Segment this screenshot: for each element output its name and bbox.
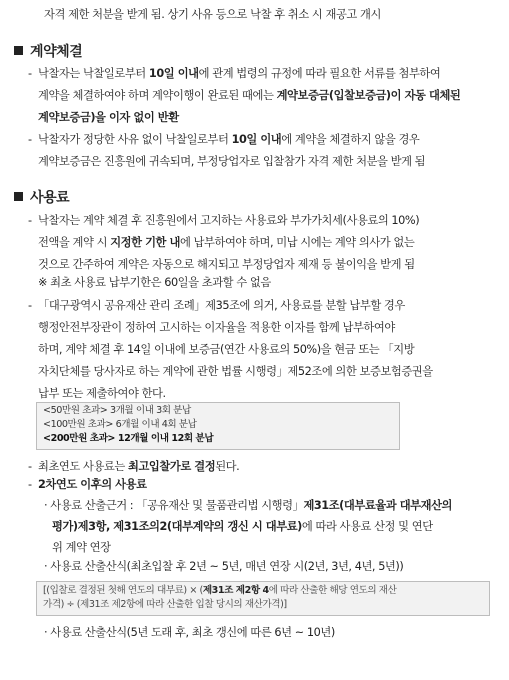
text: 에 납부하여야 하며, 미납 시에는 계약 의사가 없는: [179, 236, 415, 249]
bold-text: 제31조(대부료율과 대부재산의: [303, 499, 453, 512]
dash-bullet: -: [28, 214, 32, 227]
dash-bullet: -: [28, 133, 32, 146]
contract-p1-line1: [38, 66, 440, 82]
fee-p1-line3: 것으로 간주하여 계약은 자동으로 해지되고 부정당업자 제재 등 불이익을 받게 됨: [38, 258, 415, 271]
text: 에 관계 법령의 규정에 따라 필요한 서류를 첨부하여: [198, 67, 441, 80]
bold-text: 10일 이내: [148, 67, 199, 80]
fee-p1-line2: [38, 235, 414, 251]
section-heading-fee: [14, 189, 69, 207]
text: · 사용료 산출근거 : 「공유재산 및 물품관리법 시행령」: [44, 499, 304, 512]
section-title: 계약체결: [30, 44, 83, 60]
dash-bullet: -: [28, 299, 32, 312]
formula-box: [36, 581, 490, 616]
text: 에 따라 산출한 해당 연도의 재산: [268, 585, 397, 596]
section-heading-contract: [14, 43, 82, 61]
text: 된다.: [215, 460, 240, 473]
section-title: 사용료: [30, 190, 70, 206]
square-bullet-icon: [14, 192, 23, 201]
fee-p3: [38, 459, 239, 475]
fee-p2-line3: 하며, 계약 체결 후 14일 이내에 보증금(연간 사용료의 50%)을 현금 또는 「지방: [38, 343, 415, 356]
dash-bullet: -: [28, 460, 32, 473]
bold-text: 10일 이내: [231, 133, 282, 146]
fee-p2-line2: 행정안전부장관이 정하여 고시하는 이자율을 적용한 이자를 함께 납부하여야: [38, 321, 395, 334]
bold-text: 계약보증금(입찰보증금)이 자동 대체된: [276, 89, 461, 102]
text: 계약을 체결하여야 하며 계약이행이 완료된 때에는: [38, 89, 277, 102]
installment-line: <100만원 초과> 6개월 이내 4회 분납: [43, 419, 197, 430]
text: 최초연도 사용료는: [38, 460, 128, 473]
fee-p4-basis-line2: [52, 519, 433, 535]
fee-p1-note: ※ 최초 사용료 납부기한은 60일을 초과할 수 없음: [38, 276, 271, 289]
contract-p2-line1: [38, 132, 419, 148]
fee-p4-formula2-title: · 사용료 산출산식(5년 도래 후, 최초 갱신에 따른 6년 ~ 10년): [44, 626, 335, 639]
fee-p4-title: 2차연도 이후의 사용료: [38, 478, 147, 491]
fee-p2-line1: 「대구광역시 공유재산 관리 조례」제35조에 의거, 사용료를 분할 납부할 경우: [38, 299, 405, 312]
formula-line: [43, 584, 396, 598]
fee-p4-formula-title: · 사용료 산출산식(최초입찰 후 2년 ~ 5년, 매년 연장 시(2년, 3년, 4년, 5년)): [44, 560, 404, 573]
text: 에 따라 사용료 산정 및 연단: [301, 520, 433, 533]
bold-text: 제31조 제2항 4: [202, 585, 269, 596]
fee-p1-line1: 낙찰자는 계약 체결 후 진흥원에서 고지하는 사용료와 부가가치세(사용료의 10%): [38, 214, 420, 227]
fee-p2-line4: 자치단체를 당사자로 하는 계약에 관한 법률 시행령」제52조에 의한 보증보험증권을: [38, 365, 433, 378]
installment-line: <50만원 초과> 3개월 이내 3회 분납: [43, 405, 191, 416]
bold-text: 지정한 기한 내: [110, 236, 180, 249]
intro-line: 자격 제한 처분을 받게 됨. 상기 사유 등으로 낙찰 후 취소 시 재공고 개시: [44, 8, 381, 21]
text: 낙찰자는 낙찰일로부터: [38, 67, 149, 80]
dash-bullet: -: [28, 478, 32, 491]
installment-line: <200만원 초과> 12개월 이내 12회 분납: [43, 433, 214, 444]
dash-bullet: -: [28, 67, 32, 80]
formula-line: 가격) ÷ (제31조 제2항에 따라 산출한 입찰 당시의 재산가격)]: [43, 599, 287, 610]
square-bullet-icon: [14, 46, 23, 55]
contract-p1-line2: [38, 88, 460, 104]
text: [(입찰로 결정된 첫해 연도의 대부료) × (: [43, 585, 203, 596]
bold-text: 최고입찰가로 결정: [128, 460, 216, 473]
text: 낙찰자가 정당한 사유 없이 낙찰일로부터: [38, 133, 232, 146]
contract-p1-line3: 계약보증금)을 이자 없이 반환: [38, 111, 179, 124]
text: 전액을 계약 시: [38, 236, 111, 249]
fee-p2-line5: 납부 또는 제출하여야 한다.: [38, 387, 166, 400]
fee-p4-basis-line1: [44, 498, 452, 514]
text: 에 계약을 체결하지 않을 경우: [281, 133, 420, 146]
installment-box: [36, 402, 400, 450]
bold-text: 평가)제3항, 제31조의2(대부계약의 갱신 시 대부료): [52, 520, 302, 533]
contract-p2-line2: 계약보증금은 진흥원에 귀속되며, 부정당업자로 입찰참가 자격 제한 처분을 받게 됨: [38, 155, 426, 168]
fee-p4-basis-line3: 위 계약 연장: [52, 541, 111, 554]
